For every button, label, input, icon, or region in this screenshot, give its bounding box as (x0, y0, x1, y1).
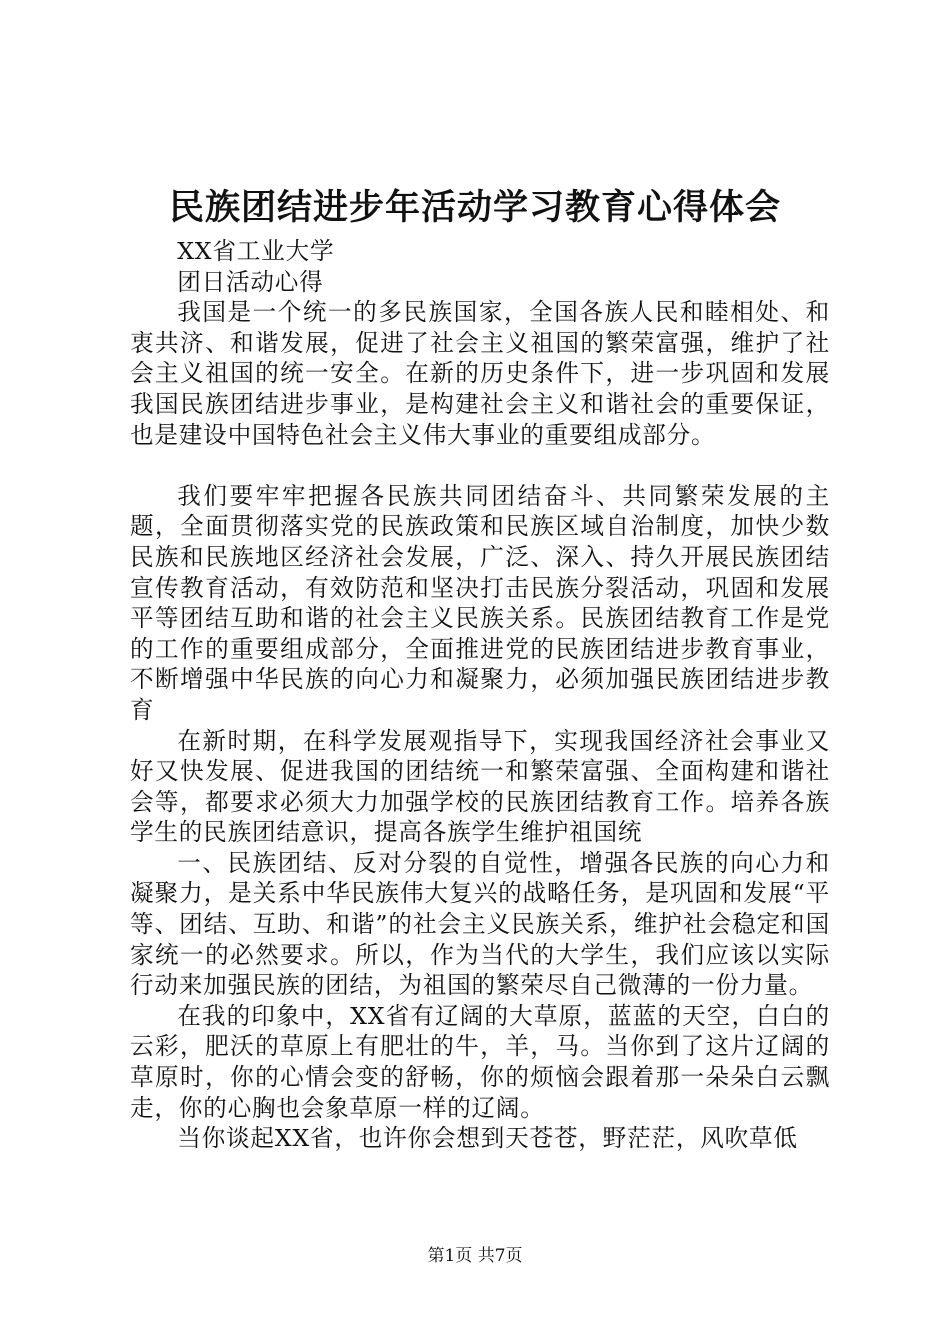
document-body (130, 236, 830, 1154)
paragraph: 一、民族团结、反对分裂的自觉性，增强各民族的向心力和凝聚力，是关系中华民族伟大复兴的战略任务，是巩固和发展“平等、团结、互助、和谐”的社会主义民族关系，维护社会稳定和国家统一的必然要求。所以，作为当代的大学生，我们应该以实际行动来加强民族的团结，为祖国的繁荣尽自己微薄的一份力量。 (130, 848, 830, 1000)
paragraph: 在我的印象中，XX省有辽阔的大草原，蓝蓝的天空，白白的云彩，肥沃的草原上有肥壮的牛，羊，马。当你到了这片辽阔的草原时，你的心情会变的舒畅，你的烦恼会跟着那一朵朵白云飘走，你的心胸也会象草原一样的辽阔。 (130, 1001, 830, 1122)
paragraph: 我们要牢牢把握各民族共同团结奋斗、共同繁荣发展的主题，全面贯彻落实党的民族政策和民族区域自治制度，加快少数民族和民族地区经济社会发展，广泛、深入、持久开展民族团结宣传教育活动，有效防范和坚决打击民族分裂活动，巩固和发展平等团结互助和谐的社会主义民族关系。民族团结教育工作是党的工作的重要组成部分，全面推进党的民族团结进步教育事业，不断增强中华民族的向心力和凝聚力，必须加强民族团结进步教育 (130, 481, 830, 724)
page-number-footer: 第1页 共7页 (427, 1246, 523, 1266)
header-line-school: XX省工业大学 (177, 237, 335, 265)
paragraph: 当你谈起XX省，也许你会想到天苍苍，野茫茫，风吹草低 (177, 1124, 798, 1153)
paragraph: 我国是一个统一的多民族国家，全国各族人民和睦相处、和衷共济、和谐发展，促进了社会主义祖国的繁荣富强，维护了社会主义祖国的统一安全。在新的历史条件下，进一步巩固和发展我国民族团结进步事业，是构建社会主义和谐社会的重要保证，也是建设中国特色社会主义伟大事业的重要组成部分。 (130, 298, 830, 449)
paragraph: 在新时期，在科学发展观指导下，实现我国经济社会事业又好又快发展、促进我国的团结统一和繁荣富强、全面构建和谐社会等，都要求必须大力加强学校的民族团结教育工作。培养各族学生的民族团结意识，提高各族学生维护祖国统 (130, 726, 830, 847)
header-line-subtitle: 团日活动心得 (177, 267, 324, 296)
document-title: 民族团结进步年活动学习教育心得体会 (168, 187, 781, 228)
